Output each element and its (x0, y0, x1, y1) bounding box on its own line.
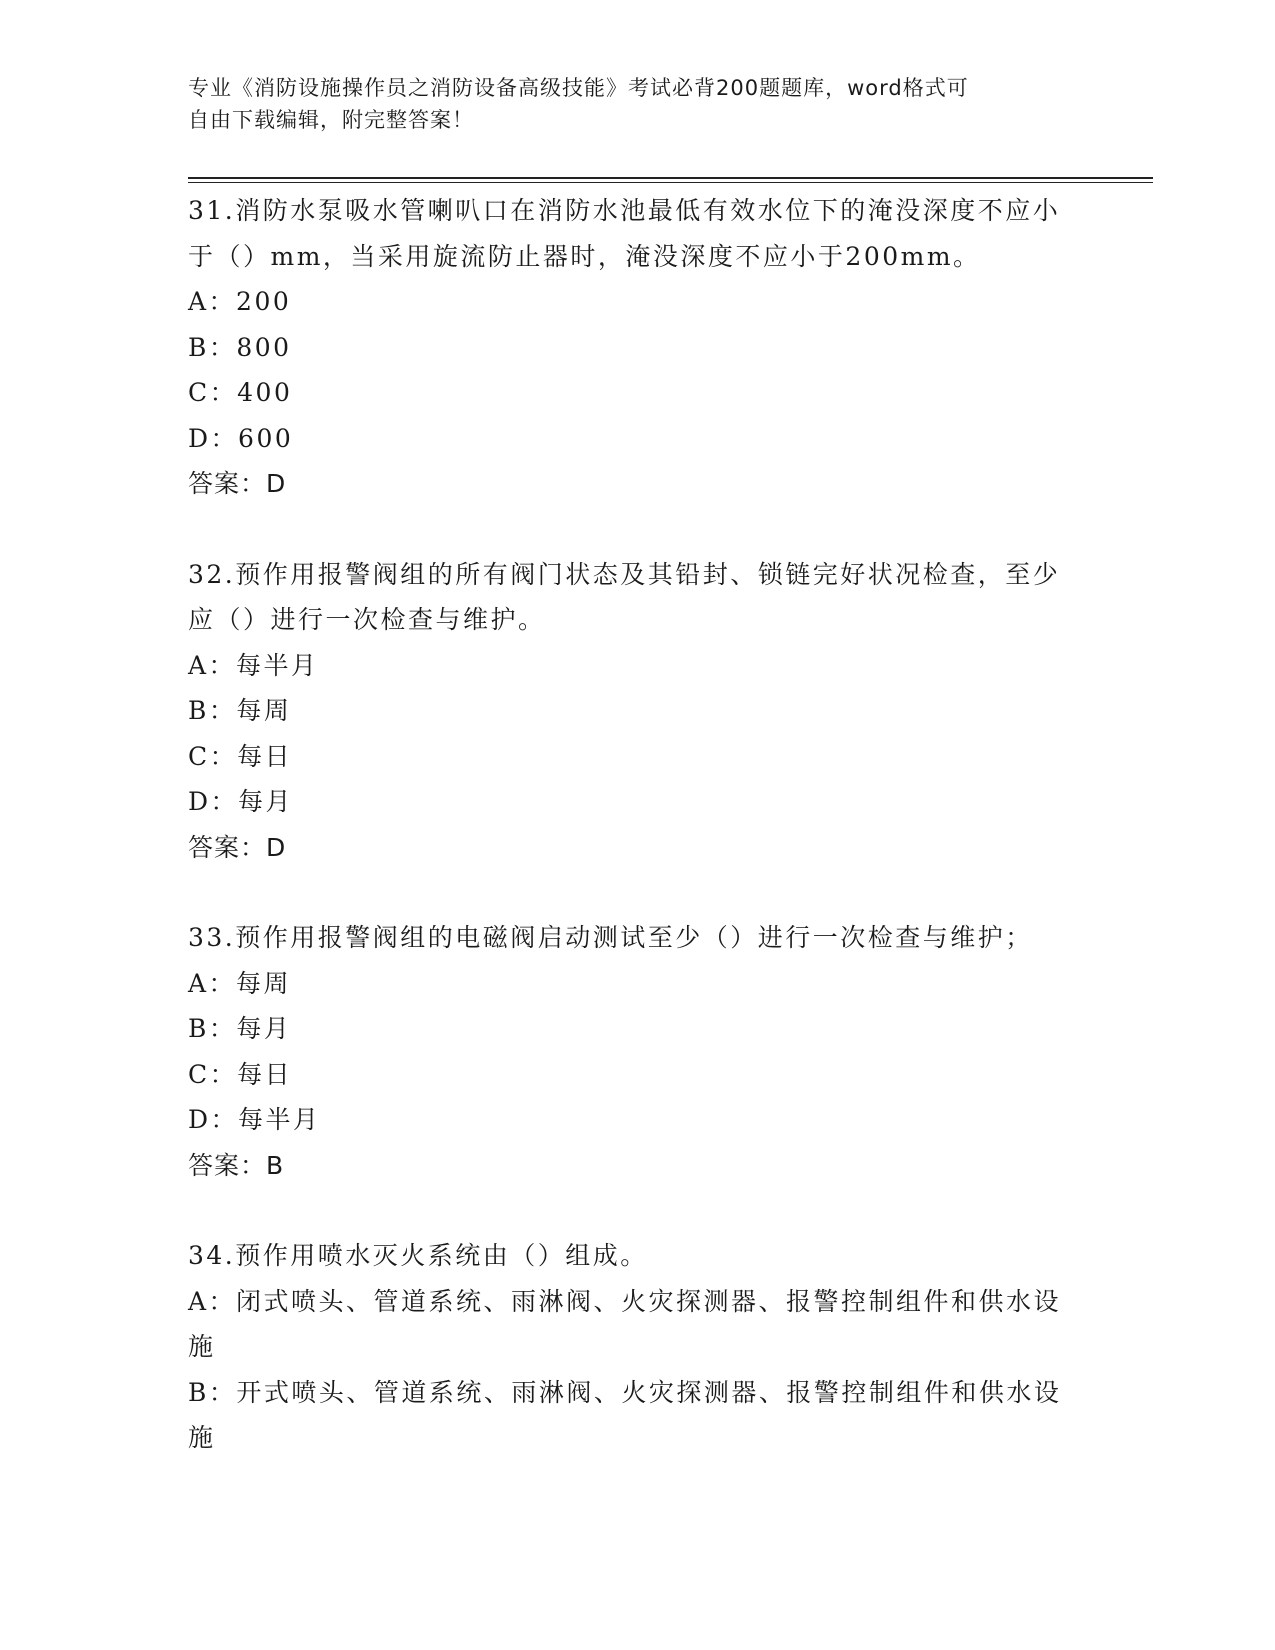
answer: 答案：B (188, 1150, 285, 1180)
question-stem: 34.预作用喷水灭火系统由（）组成。 (188, 1241, 648, 1270)
document-title-line-2: 自由下载编辑，附完整答案！ (188, 108, 474, 132)
answer: 答案：D (188, 832, 287, 862)
question-stem: 32.预作用报警阀组的所有阀门状态及其铅封、锁链完好状况检查，至少应（）进行一次检查与维护。 (188, 559, 1061, 634)
question-list (188, 188, 1078, 1461)
option-c: C：每日 (188, 1059, 293, 1089)
option-a: A：闭式喷头、管道系统、雨淋阀、火灾探测器、报警控制组件和供水设施 (188, 1286, 1062, 1361)
header-divider-thin (188, 182, 1153, 183)
option-d: D：每半月 (188, 1105, 321, 1134)
question-34 (188, 1233, 1078, 1461)
document-header (188, 72, 1068, 136)
option-d: D：600 (188, 423, 294, 453)
header-divider-thick (188, 177, 1153, 179)
option-a: A：每周 (188, 968, 292, 998)
option-b: B：800 (188, 332, 292, 362)
option-c: C：400 (188, 378, 293, 407)
answer: 答案：D (188, 469, 287, 498)
option-b: B：开式喷头、管道系统、雨淋阀、火灾探测器、报警控制组件和供水设施 (188, 1377, 1062, 1452)
question-stem: 33.预作用报警阀组的电磁阀启动测试至少（）进行一次检查与维护； (188, 923, 1033, 952)
question-33 (188, 915, 1078, 1188)
option-c: C：每日 (188, 741, 293, 771)
option-a: A：每半月 (188, 650, 319, 680)
option-d: D：每月 (188, 787, 294, 816)
option-b: B：每月 (188, 1014, 292, 1043)
question-31 (188, 188, 1078, 507)
document-title-line-1: 专业《消防设施操作员之消防设备高级技能》考试必背200题题库，word格式可 (188, 76, 969, 100)
option-b: B：每周 (188, 696, 292, 725)
question-32 (188, 552, 1078, 871)
question-stem: 31.消防水泵吸水管喇叭口在消防水池最低有效水位下的淹没深度不应小于（）mm，当采用旋流防止器时，淹没深度不应小于200mm。 (188, 196, 1061, 271)
option-a: A：200 (188, 287, 292, 316)
